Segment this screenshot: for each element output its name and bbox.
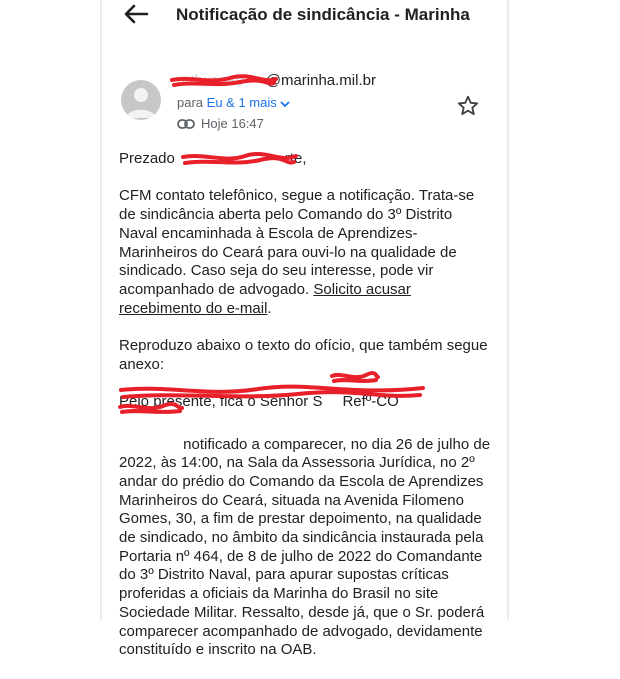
- avatar-person-icon: [121, 80, 161, 120]
- chevron-down-icon: [278, 97, 292, 111]
- sender-local-part: arthur.sab: [177, 72, 244, 89]
- recipients-line: [177, 95, 292, 111]
- back-arrow-icon: [120, 0, 152, 28]
- timestamp: Hoje 16:47: [201, 116, 264, 131]
- timestamp-line: [177, 116, 264, 131]
- ack-request: Solicito acusar recebimento do e-mail: [119, 280, 411, 317]
- paragraph-1: CFM contato telefônico, segue a notificação. Trata-se de sindicância aberta pelo Comando do 3º Distrito Naval encaminhada à Escola de Aprendizes-Marinheiros do Ceará para ouvi-lo na qualidade de sindicado. Caso seja do seu interesse, pode vir acompanhado de advogado. Solicito acusar recebimento do e-mail.: [119, 187, 475, 317]
- to-prefix: para: [177, 95, 204, 110]
- paragraph-3: Pelo presente, fica o Senhor S Refº-CO notificado a comparecer, no dia 26 de julho de 2022, às 14:00, na Sala da Assessoria Jurídica, no 2º andar do prédio do Comando da Escola de Aprendizes Marinheiros do Ceará, situada na Avenida Filomeno Gomes, 30, a fim de prestar depoimento, na qualidade de sindicado, no âmbito da sindicância instaurada pela Portaria nº 464, de 8 de julho de 2022 do Comandante do 3º Distrito Naval, para apurar supostas críticas proferidas a oficiais da Marinha do Brasil no site Sociedade Militar. Ressalto, desde já, que o Sr. poderá comparecer acompanhado de advogado, devidamente constituído e inscrito na OAB.: [119, 393, 491, 659]
- page-title: Notificação de sindicância - Marinha: [176, 5, 470, 24]
- recipients-toggle[interactable]: [207, 95, 292, 110]
- back-button[interactable]: [120, 0, 152, 28]
- link-icon: [177, 118, 195, 130]
- paragraph-2: Reproduzo abaixo o texto do ofício, que também segue anexo:: [119, 337, 488, 373]
- sender-address[interactable]: [177, 72, 376, 89]
- star-button[interactable]: [456, 94, 480, 118]
- sender-domain: @marinha.mil.br: [265, 72, 376, 89]
- recipients-label: Eu & 1 mais: [206, 95, 277, 110]
- star-icon: [456, 94, 480, 118]
- email-body: [119, 150, 491, 679]
- greeting: Prezado rte,: [119, 150, 307, 167]
- avatar[interactable]: [121, 80, 161, 120]
